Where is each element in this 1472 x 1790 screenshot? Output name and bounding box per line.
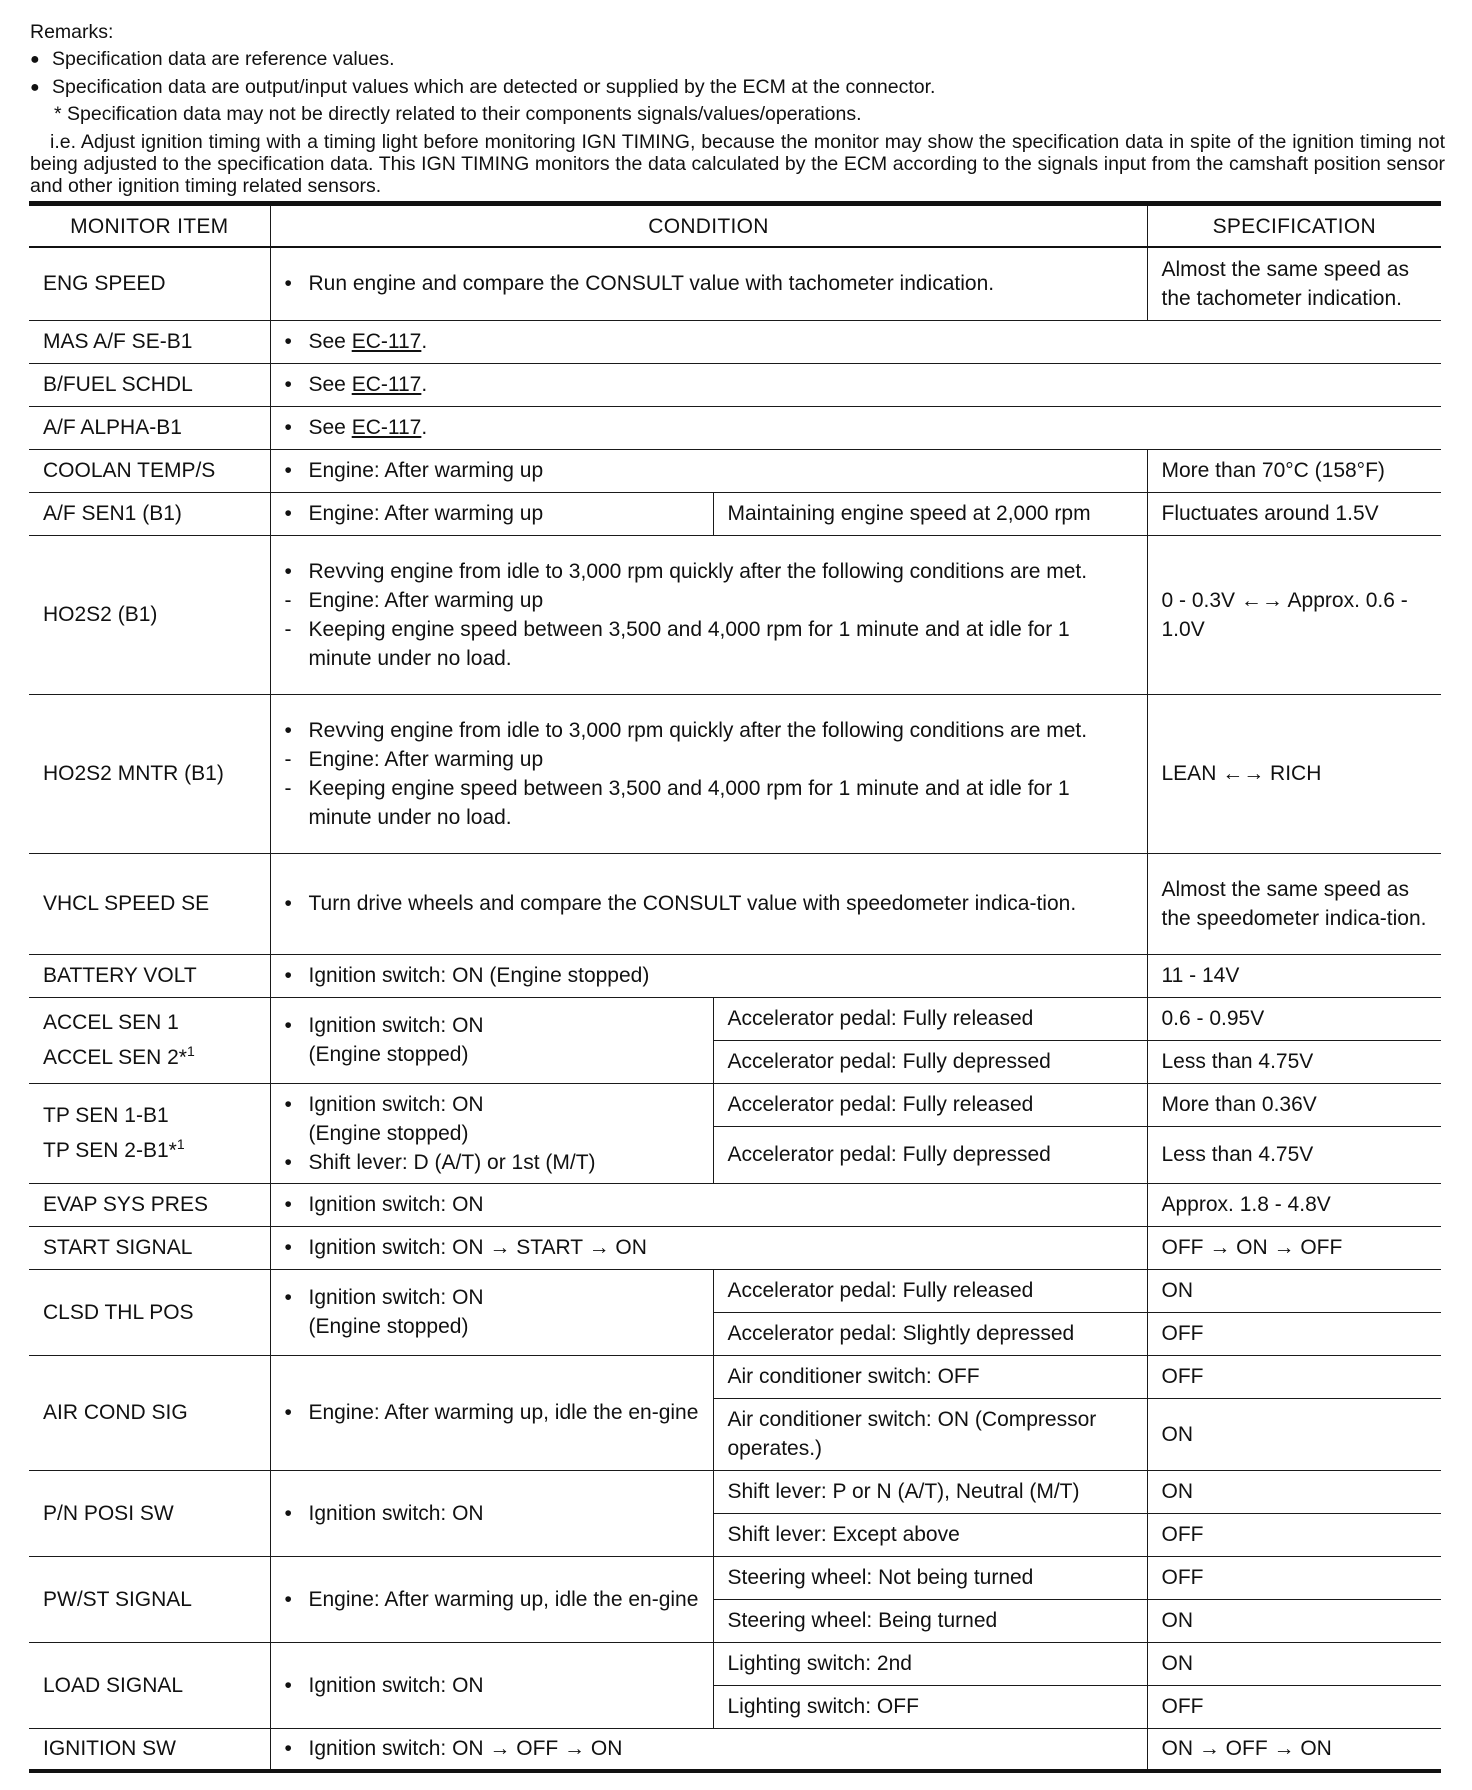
condition: • Run engine and compare the CONSULT value with tachometer indication.	[270, 247, 1147, 320]
sub-condition: Maintaining engine speed at 2,000 rpm	[713, 492, 1147, 535]
specification: Almost the same speed as the speedometer indica-tion.	[1147, 853, 1441, 954]
monitor-item: TP SEN 1-B1 TP SEN 2-B1*$^1$	[29, 1083, 270, 1183]
sub-condition: Air conditioner switch: ON (Compressor operates.)	[713, 1398, 1147, 1470]
table-row	[29, 492, 1441, 535]
table-row	[29, 1183, 1441, 1226]
remarks-bullet: ● Specification data are reference values.	[30, 46, 1445, 74]
table-row	[29, 449, 1441, 492]
bullet-icon: ●	[30, 51, 40, 68]
specification: ON	[1147, 1599, 1441, 1642]
specification: OFF	[1147, 1312, 1441, 1355]
table-row	[29, 1642, 1441, 1685]
monitor-item: P/N POSI SW	[29, 1470, 270, 1556]
condition: • Ignition switch: ON (Engine stopped)	[270, 997, 713, 1083]
remarks-title: Remarks:	[30, 21, 114, 43]
sub-condition: Lighting switch: 2nd	[713, 1642, 1147, 1685]
monitor-item: A/F SEN1 (B1)	[29, 492, 270, 535]
sub-condition: Steering wheel: Not being turned	[713, 1556, 1147, 1599]
specification: 0 - 0.3V ←→ Approx. 0.6 - 1.0V	[1147, 535, 1441, 694]
monitor-item: CLSD THL POS	[29, 1269, 270, 1355]
specification: ON	[1147, 1642, 1441, 1685]
remarks-ie: i.e. Adjust ignition timing with a timing light before monitoring IGN TIMING, because the monitor may show the specification data in spite of the ignition timing not being adjusted to the specification data. This IGN TIMING monitors the data calculated by the ECM according to the signals input from the camshaft position sensor and other ignition timing related sensors.	[30, 130, 1445, 197]
specification: LEAN ←→ RICH	[1147, 694, 1441, 853]
remarks-bullet: ● Specification data are output/input values which are detected or supplied by the ECM at the connector.	[30, 74, 1445, 102]
sub-condition: Shift lever: Except above	[713, 1513, 1147, 1556]
bullet-icon: ●	[30, 78, 40, 96]
condition: • Ignition switch: ON → START → ON	[270, 1226, 1147, 1269]
table-row	[29, 1083, 1441, 1126]
table-row	[29, 997, 1441, 1040]
monitor-item: LOAD SIGNAL	[29, 1642, 270, 1728]
specification: Approx. 1.8 - 4.8V	[1147, 1183, 1441, 1226]
condition: • See EC-117.	[270, 363, 1441, 406]
monitor-item: BATTERY VOLT	[29, 954, 270, 997]
table-row	[29, 406, 1441, 449]
specification: ON → OFF → ON	[1147, 1728, 1441, 1771]
specification: 11 - 14V	[1147, 954, 1441, 997]
condition: • Engine: After warming up, idle the en-gine	[270, 1355, 713, 1470]
specification: OFF	[1147, 1513, 1441, 1556]
table-header-row	[29, 204, 1441, 248]
table-row	[29, 247, 1441, 320]
condition: • Engine: After warming up, idle the en-gine	[270, 1556, 713, 1642]
condition: • Ignition switch: ON → OFF → ON	[270, 1728, 1147, 1771]
monitor-item: IGNITION SW	[29, 1728, 270, 1771]
monitor-item: VHCL SPEED SE	[29, 853, 270, 954]
condition: • Ignition switch: ON	[270, 1470, 713, 1556]
sub-condition: Accelerator pedal: Slightly depressed	[713, 1312, 1147, 1355]
table-row	[29, 1728, 1441, 1771]
table-row	[29, 535, 1441, 694]
monitor-item: MAS A/F SE-B1	[29, 320, 270, 363]
monitor-item: ACCEL SEN 1 ACCEL SEN 2*$^1$	[29, 997, 270, 1083]
monitor-item: COOLAN TEMP/S	[29, 449, 270, 492]
sub-condition: Accelerator pedal: Fully released	[713, 1269, 1147, 1312]
monitor-item: ENG SPEED	[29, 247, 270, 320]
condition: • See EC-117.	[270, 406, 1441, 449]
specification: ON	[1147, 1470, 1441, 1513]
sub-condition: Accelerator pedal: Fully depressed	[713, 1126, 1147, 1183]
specification: 0.6 - 0.95V	[1147, 997, 1441, 1040]
table-row	[29, 320, 1441, 363]
remarks-note: * Specification data may not be directly related to their components signals/values/operations.	[54, 103, 862, 125]
table-row	[29, 1226, 1441, 1269]
specification: More than 70°C (158°F)	[1147, 449, 1441, 492]
table-row	[29, 363, 1441, 406]
condition: • See EC-117.	[270, 320, 1441, 363]
specification: OFF → ON → OFF	[1147, 1226, 1441, 1269]
table-row	[29, 1556, 1441, 1599]
specification: Less than 4.75V	[1147, 1126, 1441, 1183]
table-row	[29, 954, 1441, 997]
sub-condition: Accelerator pedal: Fully depressed	[713, 1040, 1147, 1083]
ec-117-link[interactable]: EC-117	[351, 416, 422, 439]
sub-condition: Shift lever: P or N (A/T), Neutral (M/T)	[713, 1470, 1147, 1513]
condition: • Engine: After warming up	[270, 449, 1147, 492]
condition: • Ignition switch: ON (Engine stopped)	[270, 954, 1147, 997]
header-specification: SPECIFICATION	[1147, 204, 1441, 248]
monitor-item: HO2S2 (B1)	[29, 535, 270, 694]
table-row	[29, 694, 1441, 853]
sub-condition: Accelerator pedal: Fully released	[713, 997, 1147, 1040]
sub-condition: Steering wheel: Being turned	[713, 1599, 1147, 1642]
ec-117-link[interactable]: EC-117	[351, 373, 422, 396]
condition: • Turn drive wheels and compare the CONSULT value with speedometer indica-tion.	[270, 853, 1147, 954]
sub-condition: Lighting switch: OFF	[713, 1685, 1147, 1728]
specification: ON	[1147, 1269, 1441, 1312]
table-row	[29, 853, 1441, 954]
monitor-item: EVAP SYS PRES	[29, 1183, 270, 1226]
monitor-item: AIR COND SIG	[29, 1355, 270, 1470]
specification: More than 0.36V	[1147, 1083, 1441, 1126]
table-row	[29, 1355, 1441, 1398]
ec-117-link[interactable]: EC-117	[351, 330, 422, 353]
condition: • Ignition switch: ON (Engine stopped) • Shift lever: D (A/T) or 1st (M/T)	[270, 1083, 713, 1183]
specification: ON	[1147, 1398, 1441, 1470]
specification: Fluctuates around 1.5V	[1147, 492, 1441, 535]
condition: • Engine: After warming up	[270, 492, 713, 535]
table-row	[29, 1470, 1441, 1513]
monitor-item: B/FUEL SCHDL	[29, 363, 270, 406]
monitor-item: A/F ALPHA-B1	[29, 406, 270, 449]
condition: • Ignition switch: ON (Engine stopped)	[270, 1269, 713, 1355]
header-monitor-item: MONITOR ITEM	[29, 204, 270, 248]
specification: Less than 4.75V	[1147, 1040, 1441, 1083]
header-condition: CONDITION	[270, 204, 1147, 248]
condition: • Ignition switch: ON	[270, 1642, 713, 1728]
remarks	[30, 18, 1445, 197]
condition: • Revving engine from idle to 3,000 rpm quickly after the following conditions are met. - Engine: After warming up - Keeping engine speed between 3,500 and 4,000 rpm for 1 minute and at idle for 1 minute under no load.	[270, 694, 1147, 853]
monitor-item: START SIGNAL	[29, 1226, 270, 1269]
specification: OFF	[1147, 1556, 1441, 1599]
specification: OFF	[1147, 1355, 1441, 1398]
monitor-spec-table	[29, 201, 1441, 1773]
specification: Almost the same speed as the tachometer indication.	[1147, 247, 1441, 320]
condition: • Revving engine from idle to 3,000 rpm quickly after the following conditions are met. - Engine: After warming up - Keeping engine speed between 3,500 and 4,000 rpm for 1 minute and at idle for 1 minute under no load.	[270, 535, 1147, 694]
sub-condition: Air conditioner switch: OFF	[713, 1355, 1147, 1398]
sub-condition: Accelerator pedal: Fully released	[713, 1083, 1147, 1126]
monitor-item: HO2S2 MNTR (B1)	[29, 694, 270, 853]
specification: OFF	[1147, 1685, 1441, 1728]
table-row	[29, 1269, 1441, 1312]
condition: • Ignition switch: ON	[270, 1183, 1147, 1226]
monitor-item: PW/ST SIGNAL	[29, 1556, 270, 1642]
